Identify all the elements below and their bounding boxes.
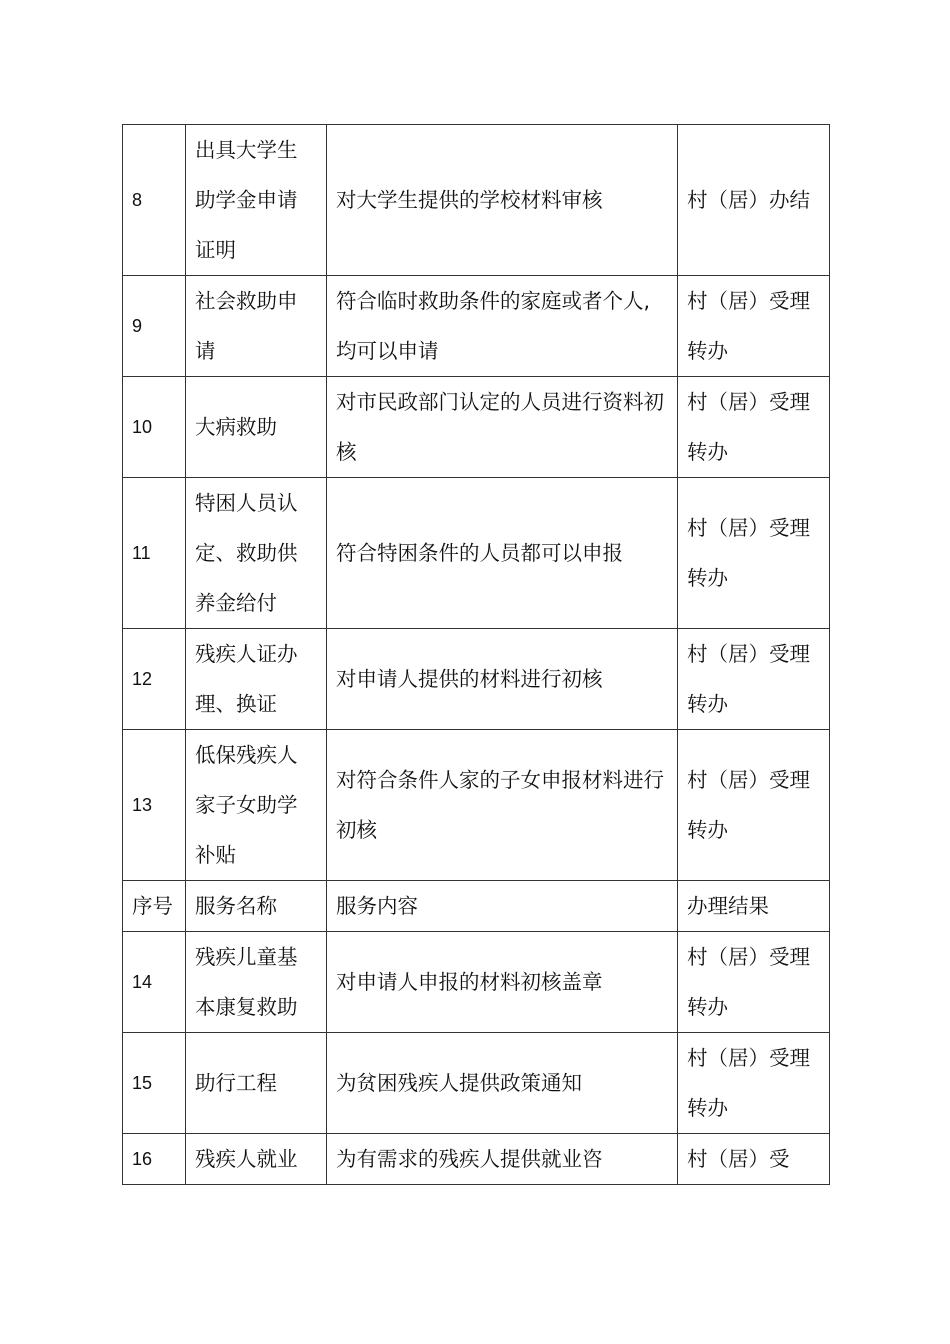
service-content: 对大学生提供的学校材料审核 <box>327 125 678 276</box>
service-content: 为有需求的残疾人提供就业咨 <box>327 1134 678 1185</box>
service-content: 对符合条件人家的子女申报材料进行初核 <box>327 730 678 881</box>
service-result: 村（居）办结 <box>678 125 830 276</box>
service-name: 出具大学生助学金申请证明 <box>186 125 327 276</box>
service-content: 为贫困残疾人提供政策通知 <box>327 1033 678 1134</box>
service-content: 符合特困条件的人员都可以申报 <box>327 478 678 629</box>
table-row <box>123 1134 830 1185</box>
header-number: 序号 <box>123 881 186 932</box>
table-row <box>123 730 830 881</box>
service-name: 特困人员认定、救助供养金给付 <box>186 478 327 629</box>
table-row <box>123 276 830 377</box>
service-content: 符合临时救助条件的家庭或者个人,均可以申请 <box>327 276 678 377</box>
service-name: 残疾儿童基本康复救助 <box>186 932 327 1033</box>
service-name: 残疾人证办理、换证 <box>186 629 327 730</box>
service-result: 村（居）受理转办 <box>678 276 830 377</box>
table-row <box>123 478 830 629</box>
row-number: 13 <box>123 730 186 881</box>
header-service-name: 服务名称 <box>186 881 327 932</box>
table-row <box>123 629 830 730</box>
row-number: 8 <box>123 125 186 276</box>
row-number: 16 <box>123 1134 186 1185</box>
table-row <box>123 1033 830 1134</box>
service-content: 对申请人提供的材料进行初核 <box>327 629 678 730</box>
row-number: 15 <box>123 1033 186 1134</box>
service-result: 村（居）受理转办 <box>678 377 830 478</box>
row-number: 11 <box>123 478 186 629</box>
service-result: 村（居）受理转办 <box>678 629 830 730</box>
row-number: 9 <box>123 276 186 377</box>
services-table <box>122 124 830 1185</box>
table-row <box>123 932 830 1033</box>
row-number: 14 <box>123 932 186 1033</box>
header-service-content: 服务内容 <box>327 881 678 932</box>
service-result: 村（居）受 <box>678 1134 830 1185</box>
table-row <box>123 377 830 478</box>
service-result: 村（居）受理转办 <box>678 730 830 881</box>
service-result: 村（居）受理转办 <box>678 1033 830 1134</box>
row-number: 12 <box>123 629 186 730</box>
service-name: 残疾人就业 <box>186 1134 327 1185</box>
service-name: 社会救助申请 <box>186 276 327 377</box>
table-row <box>123 125 830 276</box>
table-header-row <box>123 881 830 932</box>
service-result: 村（居）受理转办 <box>678 932 830 1033</box>
header-result: 办理结果 <box>678 881 830 932</box>
service-content: 对市民政部门认定的人员进行资料初核 <box>327 377 678 478</box>
service-content: 对申请人申报的材料初核盖章 <box>327 932 678 1033</box>
row-number: 10 <box>123 377 186 478</box>
service-name: 助行工程 <box>186 1033 327 1134</box>
service-result: 村（居）受理转办 <box>678 478 830 629</box>
service-name: 低保残疾人家子女助学补贴 <box>186 730 327 881</box>
service-name: 大病救助 <box>186 377 327 478</box>
